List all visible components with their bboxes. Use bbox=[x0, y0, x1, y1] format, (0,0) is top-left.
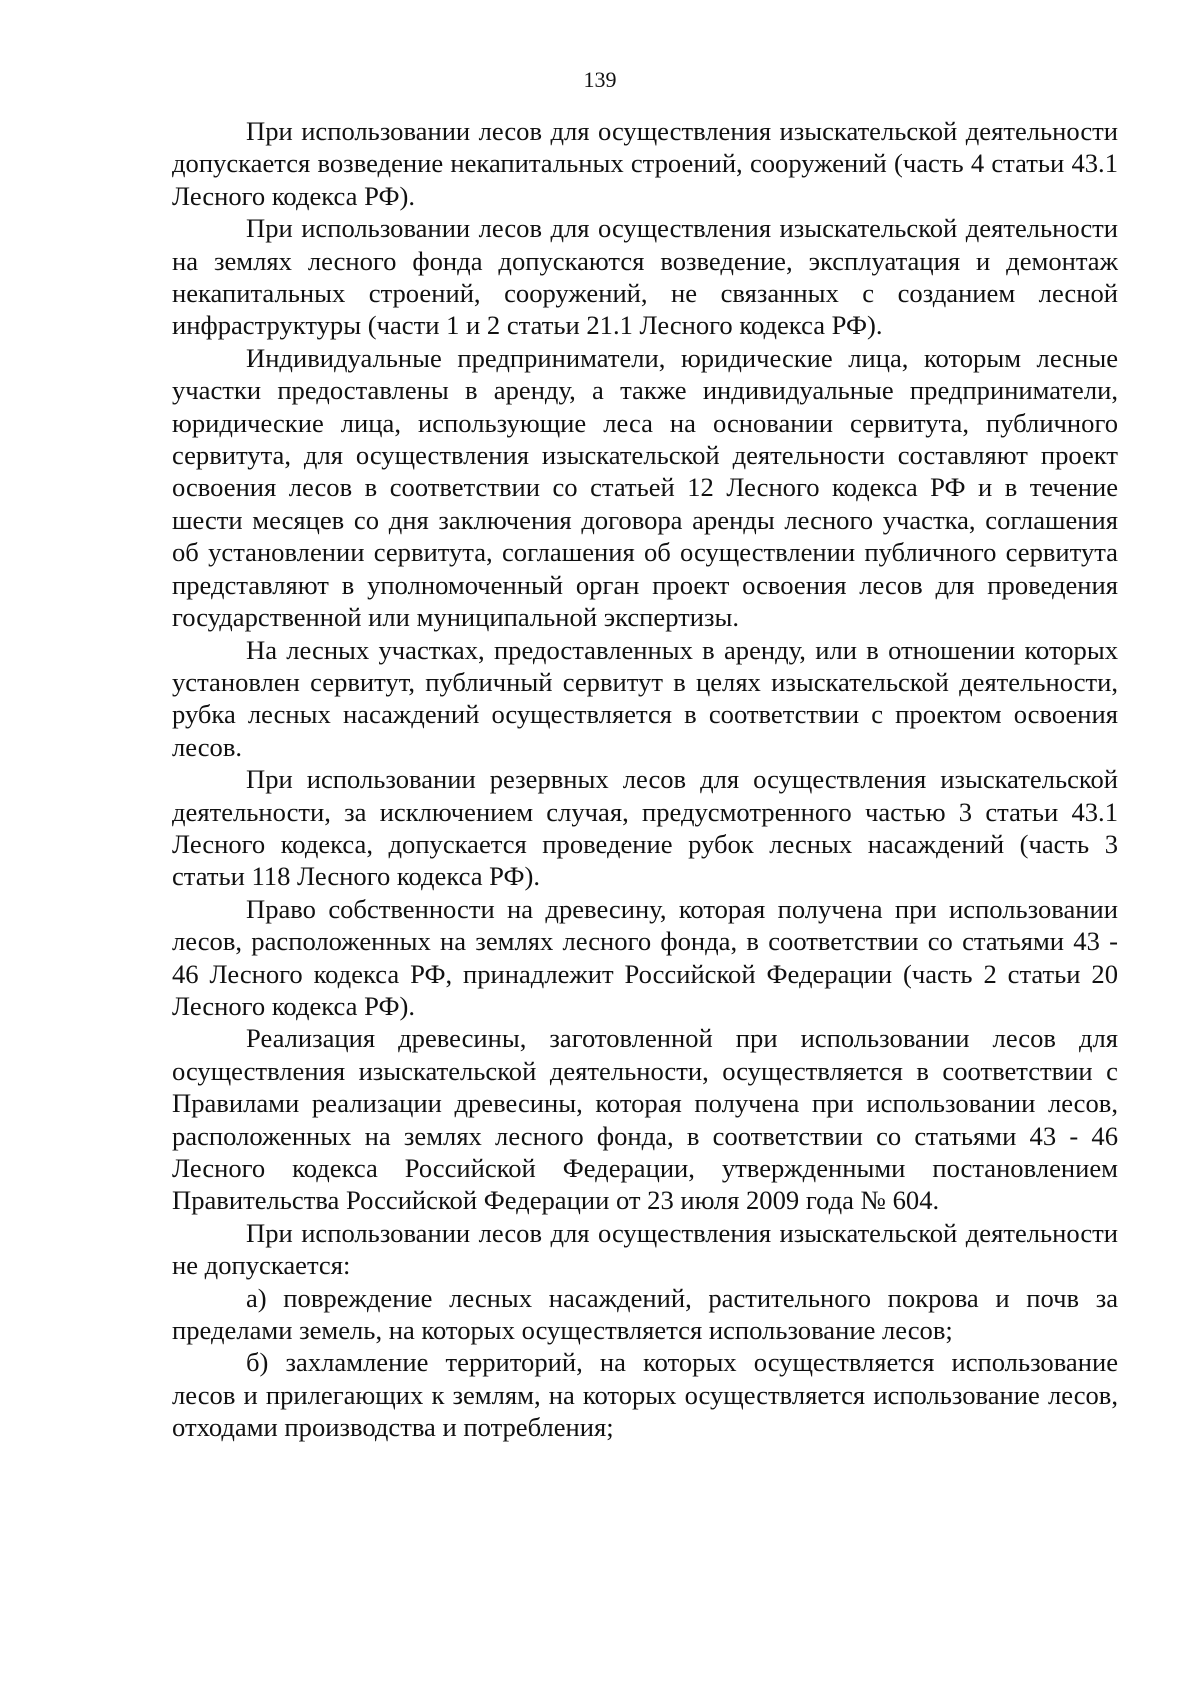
page-number: 139 bbox=[583, 67, 617, 92]
paragraph: Индивидуальные предприниматели, юридические лица, которым лесные участки предоставлены в аренду, а также индивидуальные предприниматели, юридические лица, использующие леса на основании сервитута, публичного сервитута, для осуществления изыскательской деятельности составляют проект освоения лесов в соответствии со статьей 12 Лесного кодекса РФ и в течение шести месяцев со дня заключения договора аренды лесного участка, соглашения об установлении сервитута, соглашения об осуществлении публичного сервитута представляют в уполномоченный орган проект освоения лесов для проведения государственной или муниципальной экспертизы. bbox=[172, 342, 1118, 633]
paragraph: При использовании лесов для осуществления изыскательской деятельности допускается возведение некапитальных строений, сооружений (часть 4 статьи 43.1 Лесного кодекса РФ). bbox=[172, 116, 1118, 211]
paragraph: Реализация древесины, заготовленной при использовании лесов для осуществления изыскательской деятельности, осуществляется в соответствии с Правилами реализации древесины, которая получена при использовании лесов, расположенных на землях лесного фонда, в соответствии со статьями 43 - 46 Лесного кодекса Российской Федерации, утвержденными постановлением Правительства Российской Федерации от 23 июля 2009 года № 604. bbox=[172, 1023, 1118, 1216]
paragraph: При использовании резервных лесов для осуществления изыскательской деятельности, за исключением случая, предусмотренного частью 3 статьи 43.1 Лесного кодекса, допускается проведение рубок лесных насаждений (часть 3 статьи 118 Лесного кодекса РФ). bbox=[172, 764, 1118, 892]
paragraph: Право собственности на древесину, которая получена при использовании лесов, расположенных на землях лесного фонда, в соответствии со статьями 43 - 46 Лесного кодекса РФ, принадлежит Российской Федерации (часть 2 статьи 20 Лесного кодекса РФ). bbox=[172, 893, 1118, 1021]
paragraph: На лесных участках, предоставленных в аренду, или в отношении которых установлен сервитут, публичный сервитут в целях изыскательской деятельности, рубка лесных насаждений осуществляется в соответствии с проектом освоения лесов. bbox=[172, 634, 1118, 762]
list-item-b: б) захламление территорий, на которых осуществляется использование лесов и прилегающих к землям, на которых осуществляется использование лесов, отходами производства и потребления; bbox=[172, 1347, 1118, 1443]
paragraph: При использовании лесов для осуществления изыскательской деятельности на землях лесного фонда допускаются возведение, эксплуатация и демонтаж некапитальных строений, сооружений, не связанных с созданием лесной инфраструктуры (части 1 и 2 статьи 21.1 Лесного кодекса РФ). bbox=[172, 213, 1118, 341]
paragraph: При использовании лесов для осуществления изыскательской деятельности не допускается: bbox=[172, 1217, 1118, 1281]
list-item-a: а) повреждение лесных насаждений, растительного покрова и почв за пределами земель, на которых осуществляется использование лесов; bbox=[172, 1282, 1118, 1346]
document-body bbox=[172, 115, 1118, 1444]
